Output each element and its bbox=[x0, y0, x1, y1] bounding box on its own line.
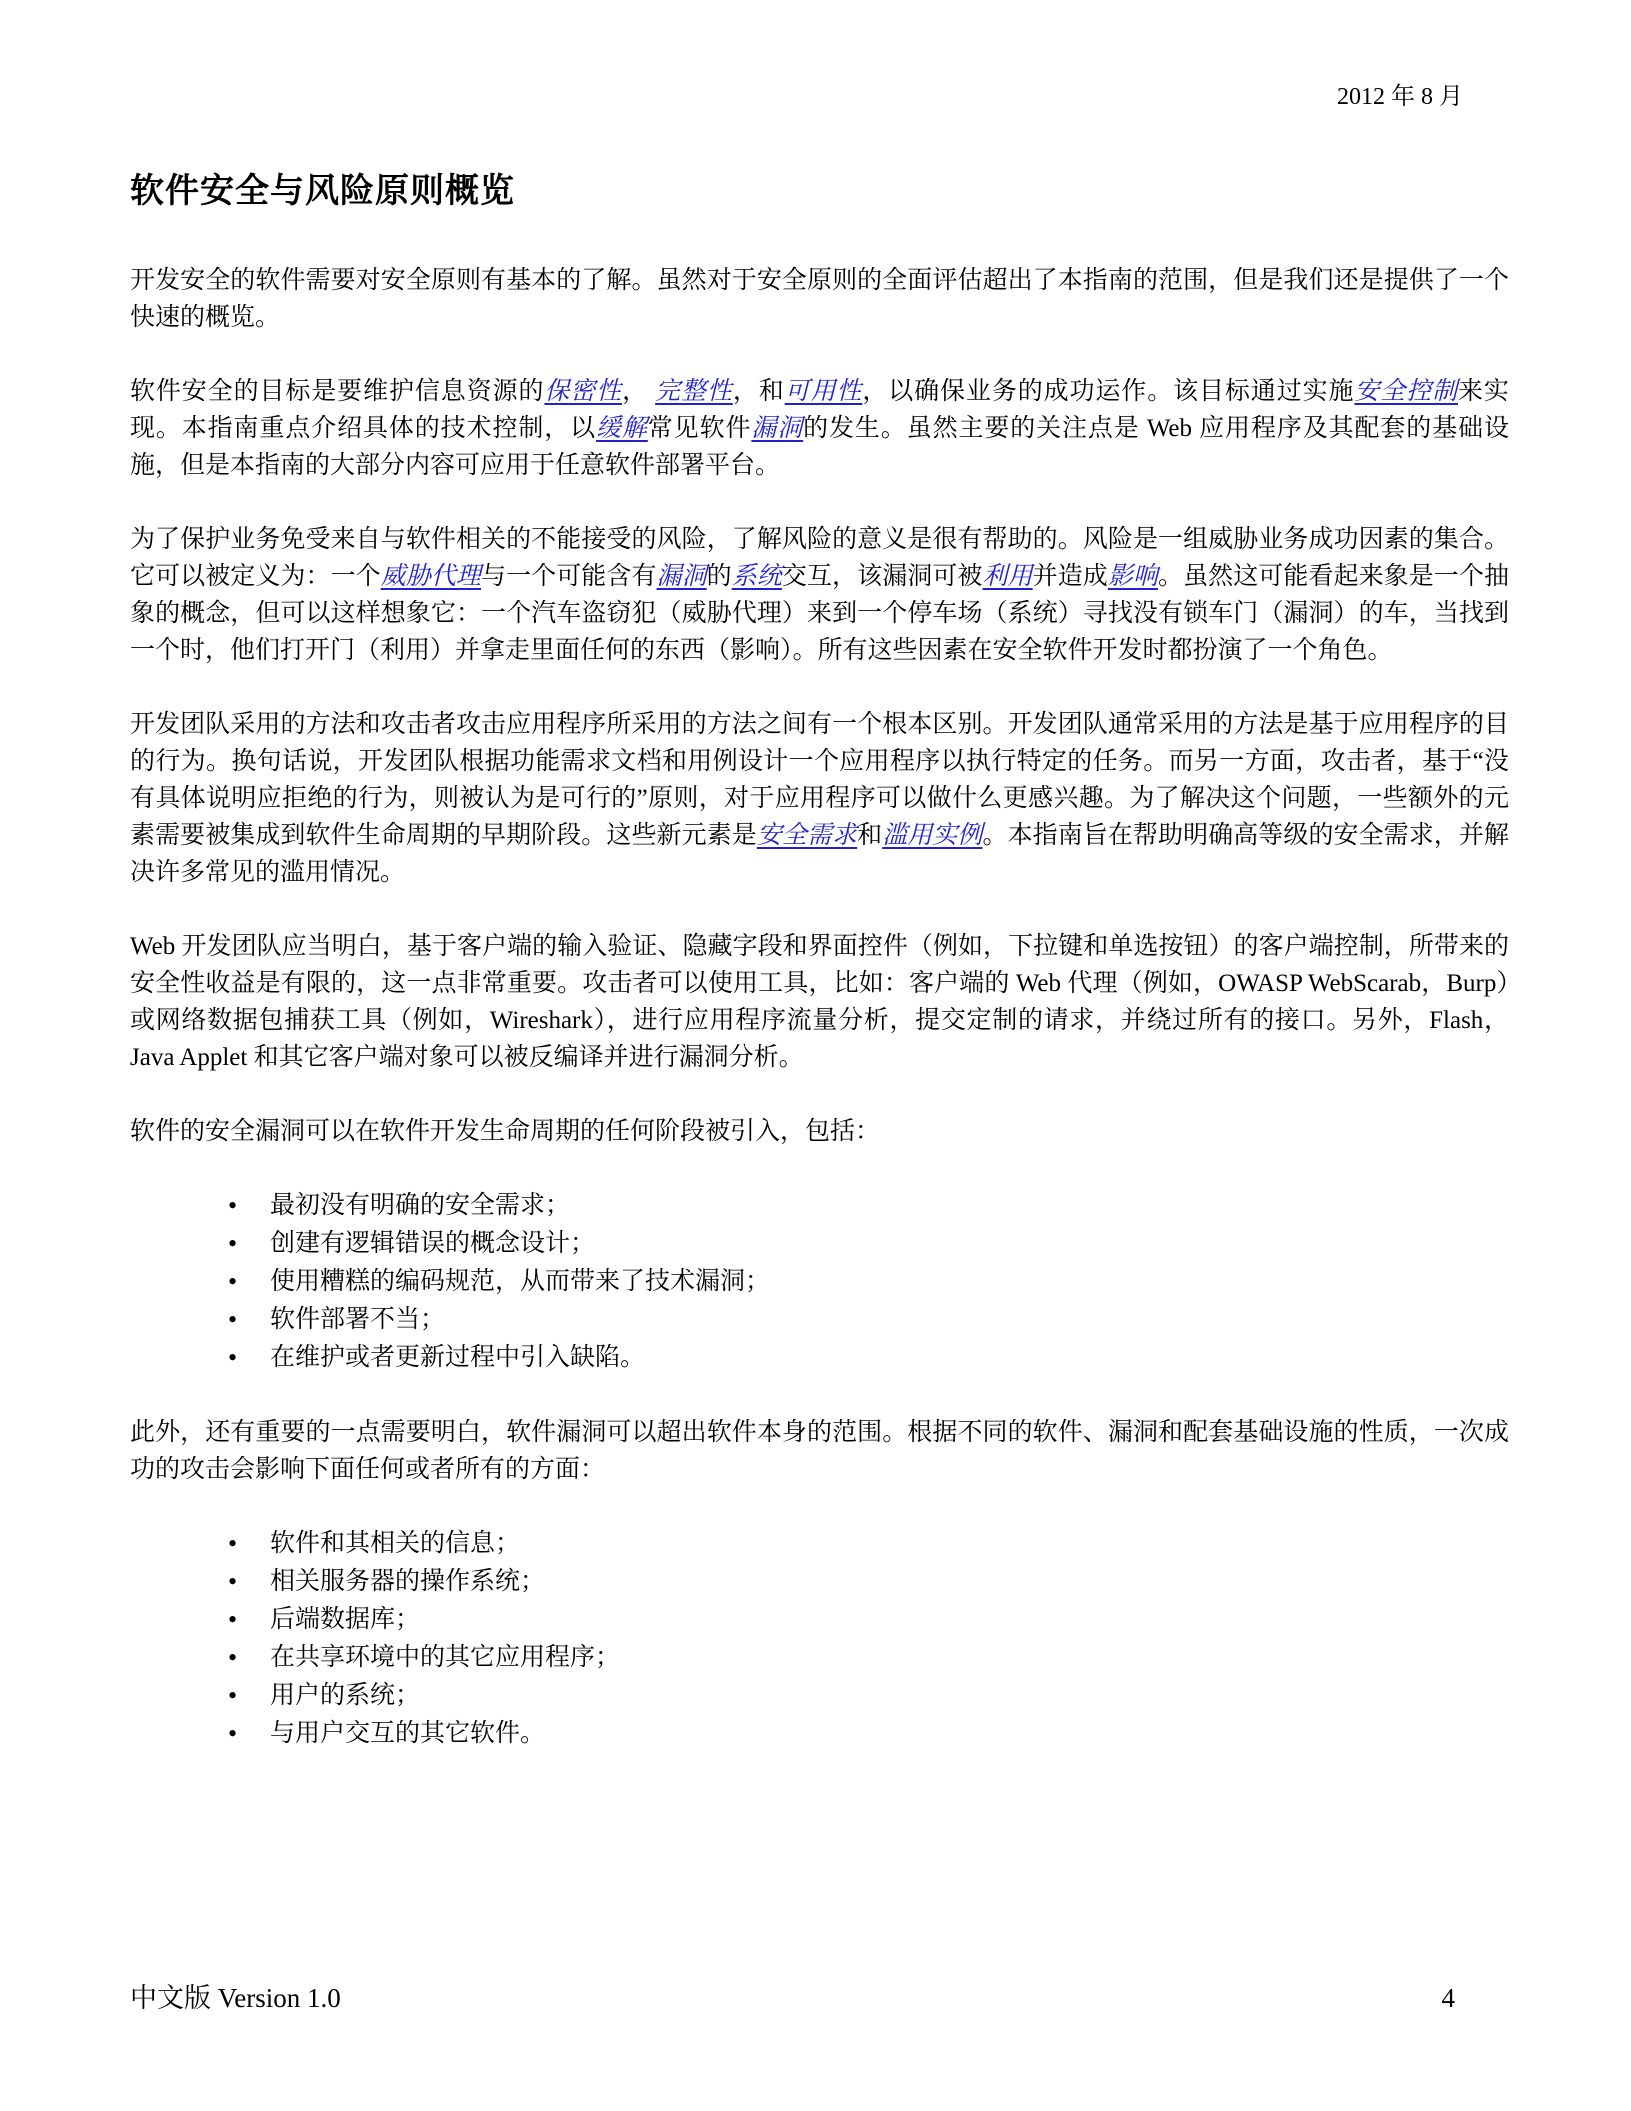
text-run: 交互，该漏洞可被 bbox=[781, 563, 983, 590]
link-exploit[interactable]: 利用 bbox=[982, 563, 1033, 590]
link-impact[interactable]: 影响 bbox=[1107, 563, 1159, 590]
text-run: ，以确保业务的成功运作。该目标通过实施 bbox=[862, 378, 1355, 405]
paragraph bbox=[130, 1113, 1509, 1150]
text-run: 软件的安全漏洞可以在软件开发生命周期的任何阶段被引入，包括： bbox=[130, 1118, 881, 1145]
text-run: 与一个可能含有 bbox=[481, 563, 657, 590]
link-threat-agent[interactable]: 威胁代理 bbox=[380, 563, 482, 590]
text-run: Web 开发团队应当明白，基于客户端的输入验证、隐藏字段和界面控件（例如，下拉键和单选按钮）的客户端控制，所带来的安全性收益是有限的，这一点非常重要。攻击者可以使用工具，比如：客户端的 Web 代理（例如，OWASP WebScarab，Burp）或网络数据包捕获工具（例如，Wireshark），进行应用程序流量分析，提交定制的请求，并绕过所有的接口。另外，Flash，Java Applet 和其它客户端对象可以被反编译并进行漏洞分析。 bbox=[130, 933, 1509, 1071]
link-security-controls[interactable]: 安全控制 bbox=[1354, 378, 1458, 405]
text-run: 常见软件 bbox=[647, 415, 752, 442]
paragraph bbox=[130, 521, 1509, 669]
link-mitigate[interactable]: 缓解 bbox=[596, 415, 648, 442]
page-title: 软件安全与风险原则概览 bbox=[130, 173, 515, 210]
link-system[interactable]: 系统 bbox=[731, 563, 782, 590]
list-item: • 软件部署不当； bbox=[270, 1301, 1509, 1339]
text-run: 并造成 bbox=[1032, 563, 1108, 590]
paragraph bbox=[130, 373, 1509, 484]
list-item: • 在共享环境中的其它应用程序； bbox=[270, 1639, 1509, 1677]
paragraph bbox=[130, 928, 1509, 1076]
link-availability[interactable]: 可用性 bbox=[784, 378, 863, 405]
footer-version-label: 中文版 Version 1.0 bbox=[130, 1983, 341, 2013]
document-content bbox=[130, 262, 1509, 1753]
text-run: ，和 bbox=[732, 378, 785, 405]
list-item: • 使用糟糕的编码规范，从而带来了技术漏洞； bbox=[270, 1263, 1509, 1301]
paragraph bbox=[130, 706, 1509, 891]
text-run: 来实现。本指南重点介绍具体的技术控制，以 bbox=[130, 378, 1509, 442]
footer-page-number: 4 bbox=[1441, 1983, 1455, 2013]
text-run: 开发团队采用的方法和攻击者攻击应用程序所采用的方法之间有一个根本区别。开发团队通常采用的方法是基于应用程序的目的行为。换句话说，开发团队根据功能需求文档和用例设计一个应用程序以执行特定的任务。而另一方面，攻击者，基于“没有具体说明应拒绝的行为，则被认为是可行的”原则，对于应用程序可以做什么更感兴趣。为了解决这个问题，一些额外的元素需要被集成到软件生命周期的早期阶段。这些新元素是 bbox=[130, 711, 1509, 849]
link-abuse-cases[interactable]: 滥用实例 bbox=[882, 822, 983, 849]
text-run: 。本指南旨在帮助明确高等级的安全需求，并解决许多常见的滥用情况。 bbox=[130, 822, 1509, 886]
text-run: 。虽然这可能看起来象是一个抽象的概念，但可以这样想象它：一个汽车盗窃犯（威胁代理）来到一个停车场（系统）寻找没有锁车门（漏洞）的车，当找到一个时，他们打开门（利用）并拿走里面任何的东西（影响）。所有这些因素在安全软件开发时都扮演了一个角色。 bbox=[130, 563, 1509, 664]
text-run: 此外，还有重要的一点需要明白，软件漏洞可以超出软件本身的范围。根据不同的软件、漏洞和配套基础设施的性质，一次成功的攻击会影响下面任何或者所有的方面： bbox=[130, 1419, 1509, 1483]
text-run: 的 bbox=[706, 563, 732, 590]
paragraph bbox=[130, 262, 1509, 336]
link-vulnerability[interactable]: 漏洞 bbox=[751, 415, 804, 442]
text-run: 软件安全的目标是要维护信息资源的 bbox=[130, 378, 545, 405]
paragraph bbox=[130, 1414, 1509, 1488]
text-run: 和 bbox=[857, 822, 883, 849]
list-item: • 相关服务器的操作系统； bbox=[270, 1563, 1509, 1601]
text-run: 的发生。虽然主要的关注点是 Web 应用程序及其配套的基础设施，但是本指南的大部分内容可应用于任意软件部署平台。 bbox=[130, 415, 1509, 479]
list-item: • 创建有逻辑错误的概念设计； bbox=[270, 1225, 1509, 1263]
text-run: 开发安全的软件需要对安全原则有基本的了解。虽然对于安全原则的全面评估超出了本指南的范围，但是我们还是提供了一个快速的概览。 bbox=[130, 267, 1509, 331]
list-item: • 最初没有明确的安全需求； bbox=[270, 1187, 1509, 1225]
link-security-requirements[interactable]: 安全需求 bbox=[756, 822, 858, 849]
list-item: • 在维护或者更新过程中引入缺陷。 bbox=[270, 1339, 1509, 1377]
text-run: ， bbox=[622, 378, 656, 405]
list-item: • 软件和其相关的信息； bbox=[270, 1525, 1509, 1563]
list-item: • 后端数据库； bbox=[270, 1601, 1509, 1639]
bullet-list bbox=[130, 1525, 1509, 1753]
list-item: • 与用户交互的其它软件。 bbox=[270, 1715, 1509, 1753]
list-item: • 用户的系统； bbox=[270, 1677, 1509, 1715]
text-run: 为了保护业务免受来自与软件相关的不能接受的风险，了解风险的意义是很有帮助的。风险是一组威胁业务成功因素的集合。它可以被定义为：一个 bbox=[130, 526, 1509, 590]
bullet-list bbox=[130, 1187, 1509, 1377]
link-vulnerability-2[interactable]: 漏洞 bbox=[656, 563, 707, 590]
page-footer bbox=[130, 1976, 1455, 2015]
page-date: 2012 年 8 月 bbox=[1337, 84, 1463, 110]
link-integrity[interactable]: 完整性 bbox=[655, 378, 733, 405]
link-confidentiality[interactable]: 保密性 bbox=[544, 378, 623, 405]
